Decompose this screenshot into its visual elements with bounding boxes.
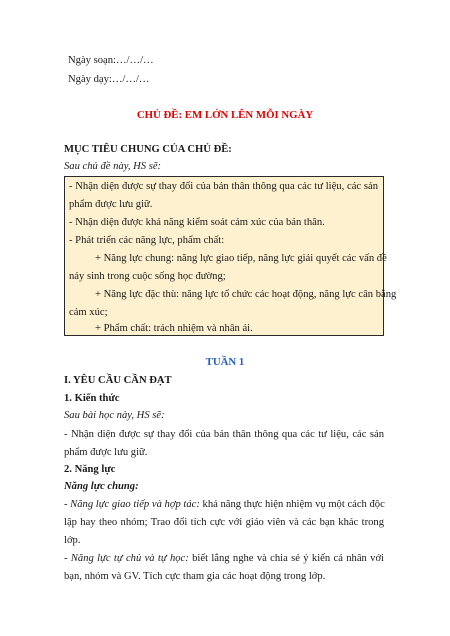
competence-item-2 (64, 552, 384, 565)
goals-line: - Phát triển các năng lực, phẩm chất: (69, 235, 225, 246)
prep-date: Ngày soạn:…/…/… (68, 55, 154, 66)
goals-line: nảy sinh trong cuộc sống học đường; (69, 271, 226, 282)
goals-line: phẩm được lưu giữ. (69, 199, 153, 210)
teach-date: Ngày dạy:…/…/… (68, 74, 150, 85)
goals-line: - Nhận diện được sự thay đổi của bản thân thông qua các tư liệu, các sản (69, 181, 378, 192)
goals-line: + Năng lực đặc thù: năng lực tổ chức các hoạt động, năng lực cân bằng (95, 289, 397, 300)
goals-line: - Nhận diện được khả năng kiểm soát cảm xúc của bản thân. (69, 217, 325, 228)
goals-box (64, 176, 397, 336)
knowledge-heading: 1. Kiến thức (64, 393, 120, 404)
competence-line: lớp. (64, 535, 81, 546)
competence-subheading: Năng lực chung: (64, 481, 139, 492)
competence-heading: 2. Năng lực (64, 464, 116, 475)
competence-item-1 (64, 498, 384, 511)
general-goals-intro: Sau chủ đề này, HS sẽ: (64, 161, 162, 172)
topic-title: CHỦ ĐỀ: EM LỚN LÊN MỖI NGÀY (136, 109, 314, 121)
competence-line: lập hay theo nhóm; Trao đổi tích cực với giáo viên và các bạn khác trong (64, 517, 384, 528)
goals-line: cảm xúc; (69, 307, 108, 318)
knowledge-intro: Sau bài học này, HS sẽ: (64, 410, 165, 421)
section-heading: I. YÊU CẦU CẦN ĐẠT (64, 375, 172, 386)
general-goals-heading: MỤC TIÊU CHUNG CỦA CHỦ ĐỀ: (64, 144, 232, 155)
knowledge-line: phẩm được lưu giữ. (64, 447, 148, 458)
goals-line: + Năng lực chung: năng lực giao tiếp, năng lực giải quyết các vấn đề (95, 253, 387, 264)
goals-line: + Phẩm chất: trách nhiệm và nhân ái. (95, 323, 253, 334)
competence-item-1-text: khả năng thực hiện nhiệm vụ một cách độc (199, 499, 385, 510)
competence-item-2-text: biết lắng nghe và chia sẻ ý kiến cá nhân với (188, 553, 384, 564)
competence-item-2-label: - Năng lực tự chủ và tự học: (64, 553, 189, 564)
competence-line: bạn, nhóm và GV. Tích cực tham gia các hoạt động trong lớp. (64, 571, 326, 582)
knowledge-line: - Nhận diện được sự thay đổi của bản thân thông qua các tư liệu, các sản (64, 429, 384, 440)
week-title: TUẦN 1 (205, 356, 245, 368)
competence-item-1-label: - Năng lực giao tiếp và hợp tác: (64, 499, 200, 510)
